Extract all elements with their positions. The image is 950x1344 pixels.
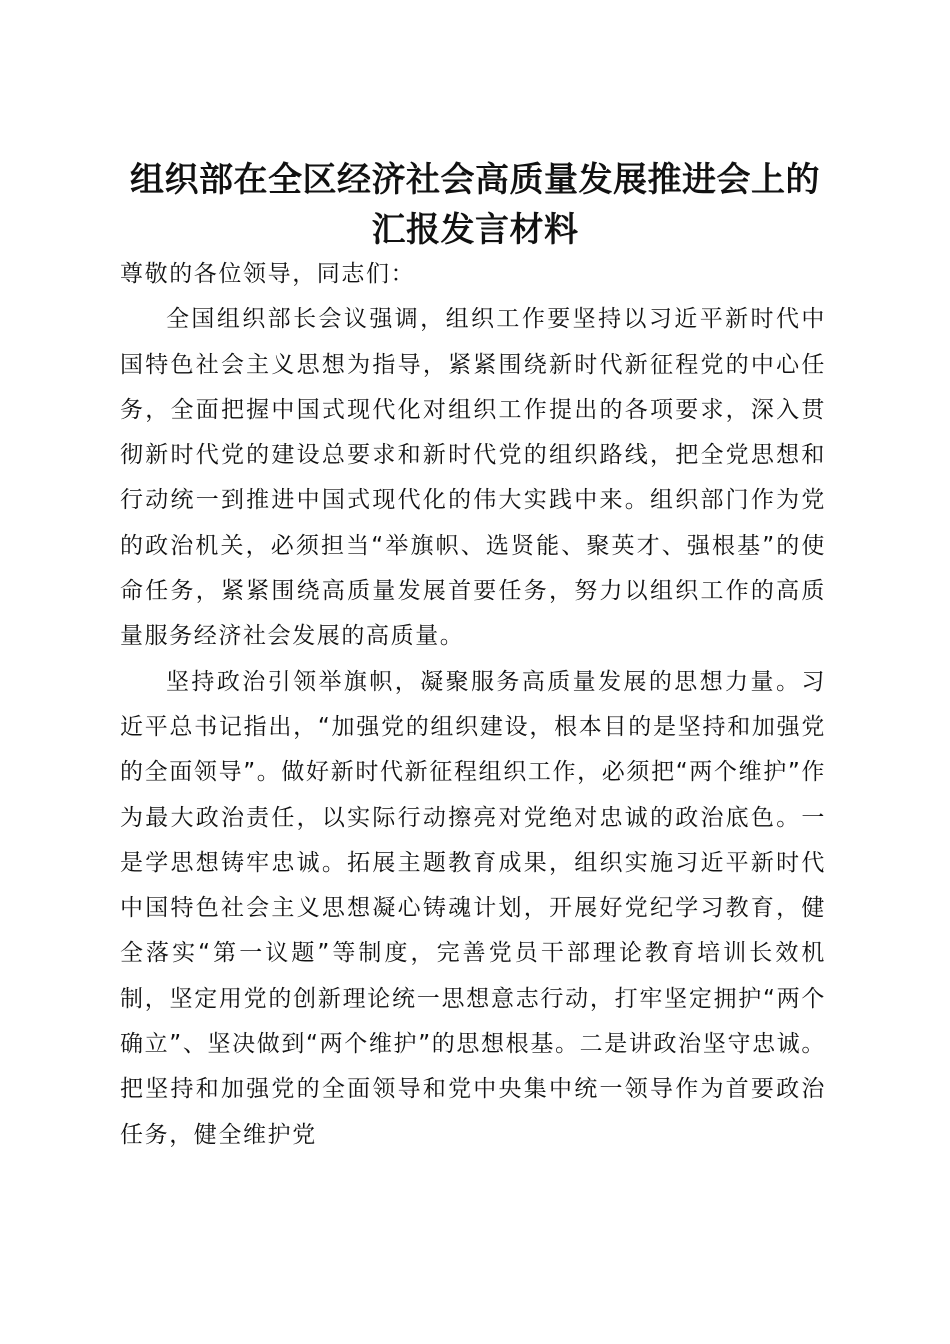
salutation: 尊敬的各位领导，同志们：: [120, 261, 416, 287]
document-body: [120, 252, 826, 1158]
title-line-2: 汇报发言材料: [371, 209, 579, 250]
paragraph-political-leadership: 坚持政治引领举旗帜，凝聚服务高质量发展的思想力量。习近平总书记指出，“加强党的组织建设，根本目的是坚持和加强党的全面领导”。做好新时代新征程组织工作，必须把“两个维护”作为最大政治责任，以实际行动擦亮对党绝对忠诚的政治底色。一是学思想铸牢忠诚。拓展主题教育成果，组织实施习近平新时代中国特色社会主义思想凝心铸魂计划，开展好党纪学习教育，健全落实“第一议题”等制度，完善党员干部理论教育培训长效机制，坚定用党的创新理论统一思想意志行动，打牢坚定拥护“两个确立”、坚决做到“两个维护”的思想根基。二是讲政治坚守忠诚。把坚持和加强党的全面领导和党中央集中统一领导作为首要政治任务，健全维护党: [120, 668, 826, 1148]
paragraph-intro: 全国组织部长会议强调，组织工作要坚持以习近平新时代中国特色社会主义思想为指导，紧紧围绕新时代新征程党的中心任务，全面把握中国式现代化对组织工作提出的各项要求，深入贯彻新时代党的建设总要求和新时代党的组织路线，把全党思想和行动统一到推进中国式现代化的伟大实践中来。组织部门作为党的政治机关，必须担当“举旗帜、选贤能、聚英才、强根基”的使命任务，紧紧围绕高质量发展首要任务，努力以组织工作的高质量服务经济社会发展的高质量。: [120, 306, 826, 650]
document-title: [80, 155, 870, 255]
title-line-1: 组织部在全区经济社会高质量发展推进会上的: [130, 159, 820, 200]
